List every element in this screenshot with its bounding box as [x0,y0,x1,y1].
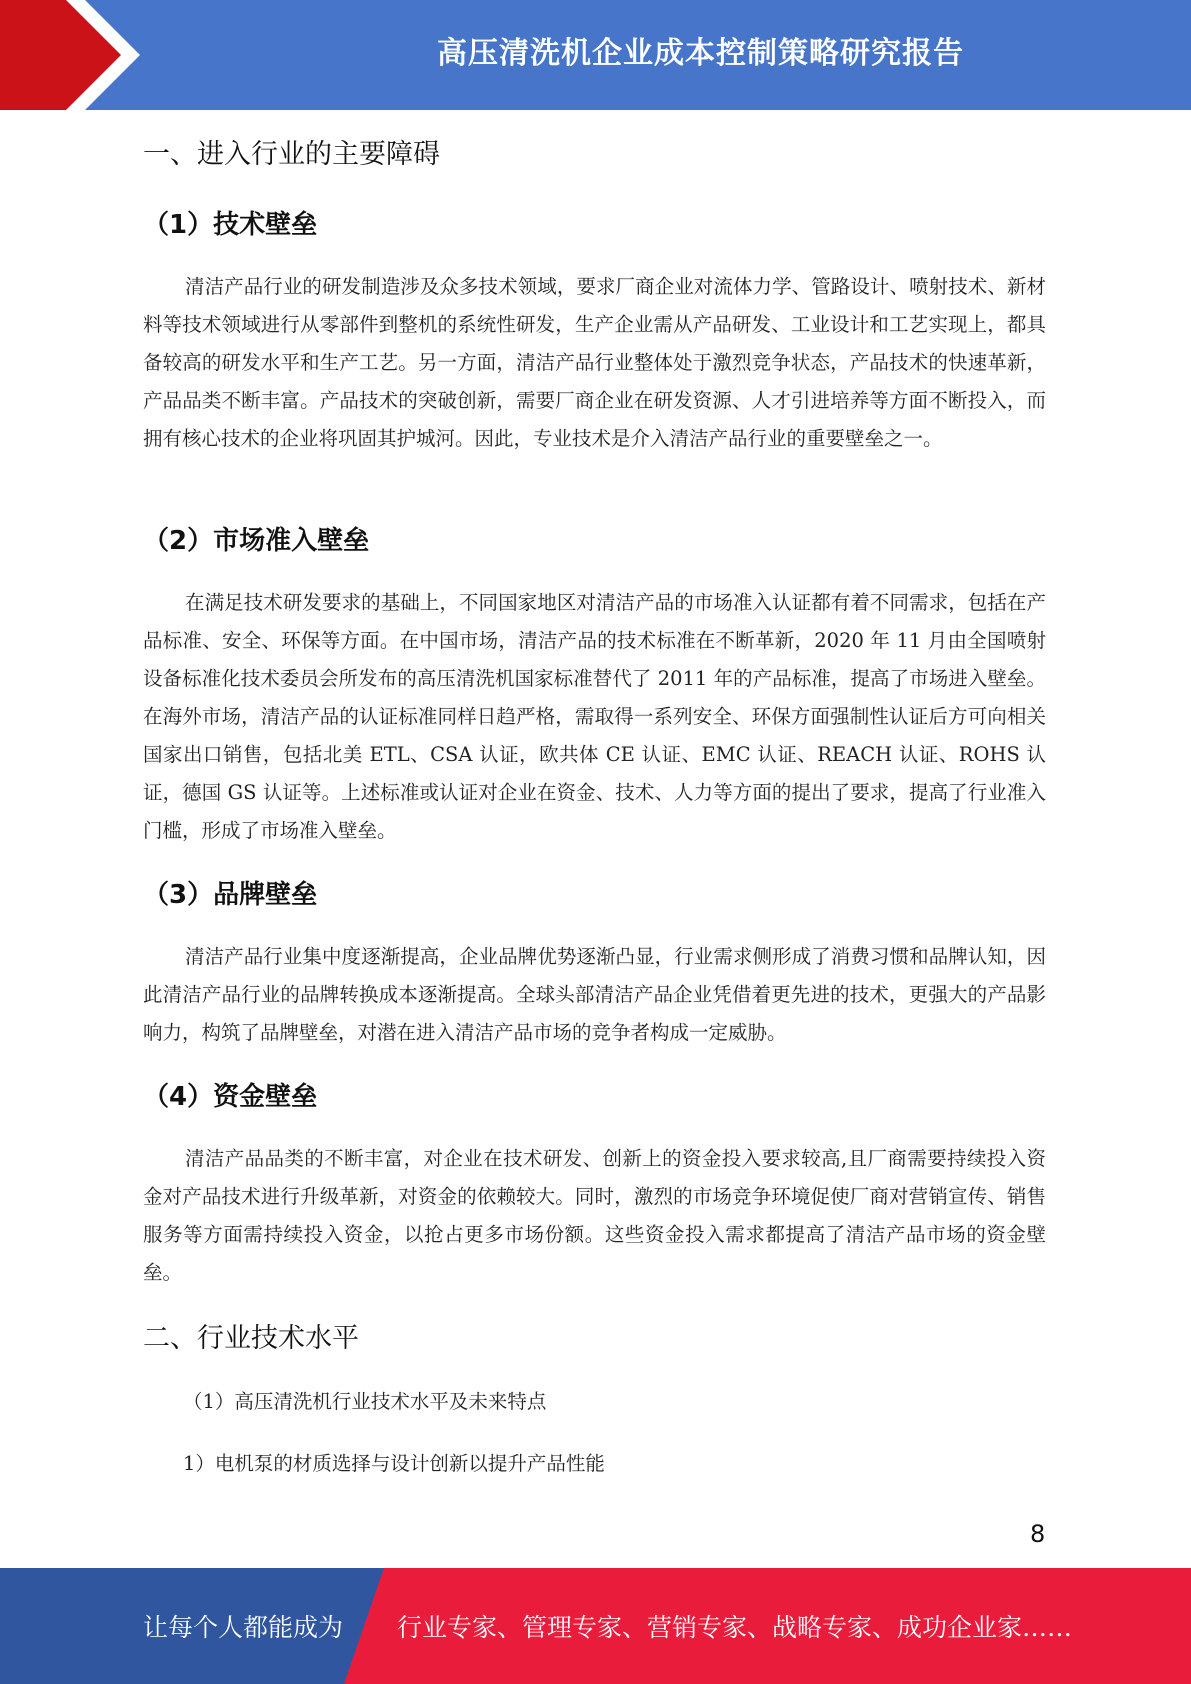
report-title: 高压清洗机企业成本控制策略研究报告 [437,36,964,71]
subsection-heading-tech-barrier: （1）技术壁垒 [143,210,318,240]
footer-slogan-right: 行业专家、管理专家、营销专家、战略专家、成功企业家…… [397,1613,1073,1642]
page-footer [0,1568,1191,1684]
subsection-heading-market-barrier: （2）市场准入壁垒 [143,526,370,556]
footer-slogan-left: 让每个人都能成为 [143,1613,344,1642]
subsection-heading-capital-barrier: （4）资金壁垒 [143,1082,318,1112]
section-heading-1: 一、进入行业的主要障碍 [143,139,440,170]
paragraph-market-barrier: 在满足技术研发要求的基础上，不同国家地区对清洁产品的市场准入认证都有着不同需求，包括在产品标准、安全、环保等方面。在中国市场，清洁产品的技术标准在不断革新，2020 年 11 月由全国喷射设备标准化技术委员会所发布的高压清洗机国家标准替代了 2011 年的产品标准，提高了市场进入壁垒。在海外市场，清洁产品的认证标准同样日趋严格，需取得一系列安全、环保方面强制性认证后方可向相关国家出口销售，包括北美 ETL、CSA 认证，欧共体 CE 认证、EMC 认证、REACH 认证、ROHS 认证，德国 GS 认证等。上述标准或认证对企业在资金、技术、人力等方面的提出了要求，提高了行业准入门槛，形成了市场准入壁垒。 [143,591,1046,842]
header-arrow-decoration [0,0,160,110]
paragraph-capital-barrier: 清洁产品品类的不断丰富，对企业在技术研发、创新上的资金投入要求较高,且厂商需要持续投入资金对产品技术进行升级革新，对资金的依赖较大。同时，激烈的市场竞争环境促使厂商对营销宣传、销售服务等方面需持续投入资金，以抢占更多市场份额。这些资金投入需求都提高了清洁产品市场的资金壁垒。 [143,1147,1046,1284]
page-header [0,0,1191,110]
subsection-heading-brand-barrier: （3）品牌壁垒 [143,880,318,910]
subheading-tech-level: （1）高压清洗机行业技术水平及未来特点 [183,1390,547,1413]
paragraph-tech-barrier: 清洁产品行业的研发制造涉及众多技术领域，要求厂商企业对流体力学、管路设计、喷射技术、新材料等技术领域进行从零部件到整机的系统性研发，生产企业需从产品研发、工业设计和工艺实现上，都具备较高的研发水平和生产工艺。另一方面，清洁产品行业整体处于激烈竞争状态，产品技术的快速革新，产品品类不断丰富。产品技术的突破创新，需要厂商企业在研发资源、人才引进培养等方面不断投入，而拥有核心技术的企业将巩固其护城河。因此，专业技术是介入清洁产品行业的重要壁垒之一。 [143,275,1046,450]
section-heading-2: 二、行业技术水平 [143,1323,359,1354]
page-number: 8 [1030,1520,1046,1548]
paragraph-brand-barrier: 清洁产品行业集中度逐渐提高，企业品牌优势逐渐凸显，行业需求侧形成了消费习惯和品牌认知，因此清洁产品行业的品牌转换成本逐渐提高。全球头部清洁产品企业凭借着更先进的技术，更强大的产品影响力，构筑了品牌壁垒，对潜在进入清洁产品市场的竞争者构成一定威胁。 [143,945,1046,1044]
subheading-motor-pump: 1）电机泵的材质选择与设计创新以提升产品性能 [183,1452,605,1475]
